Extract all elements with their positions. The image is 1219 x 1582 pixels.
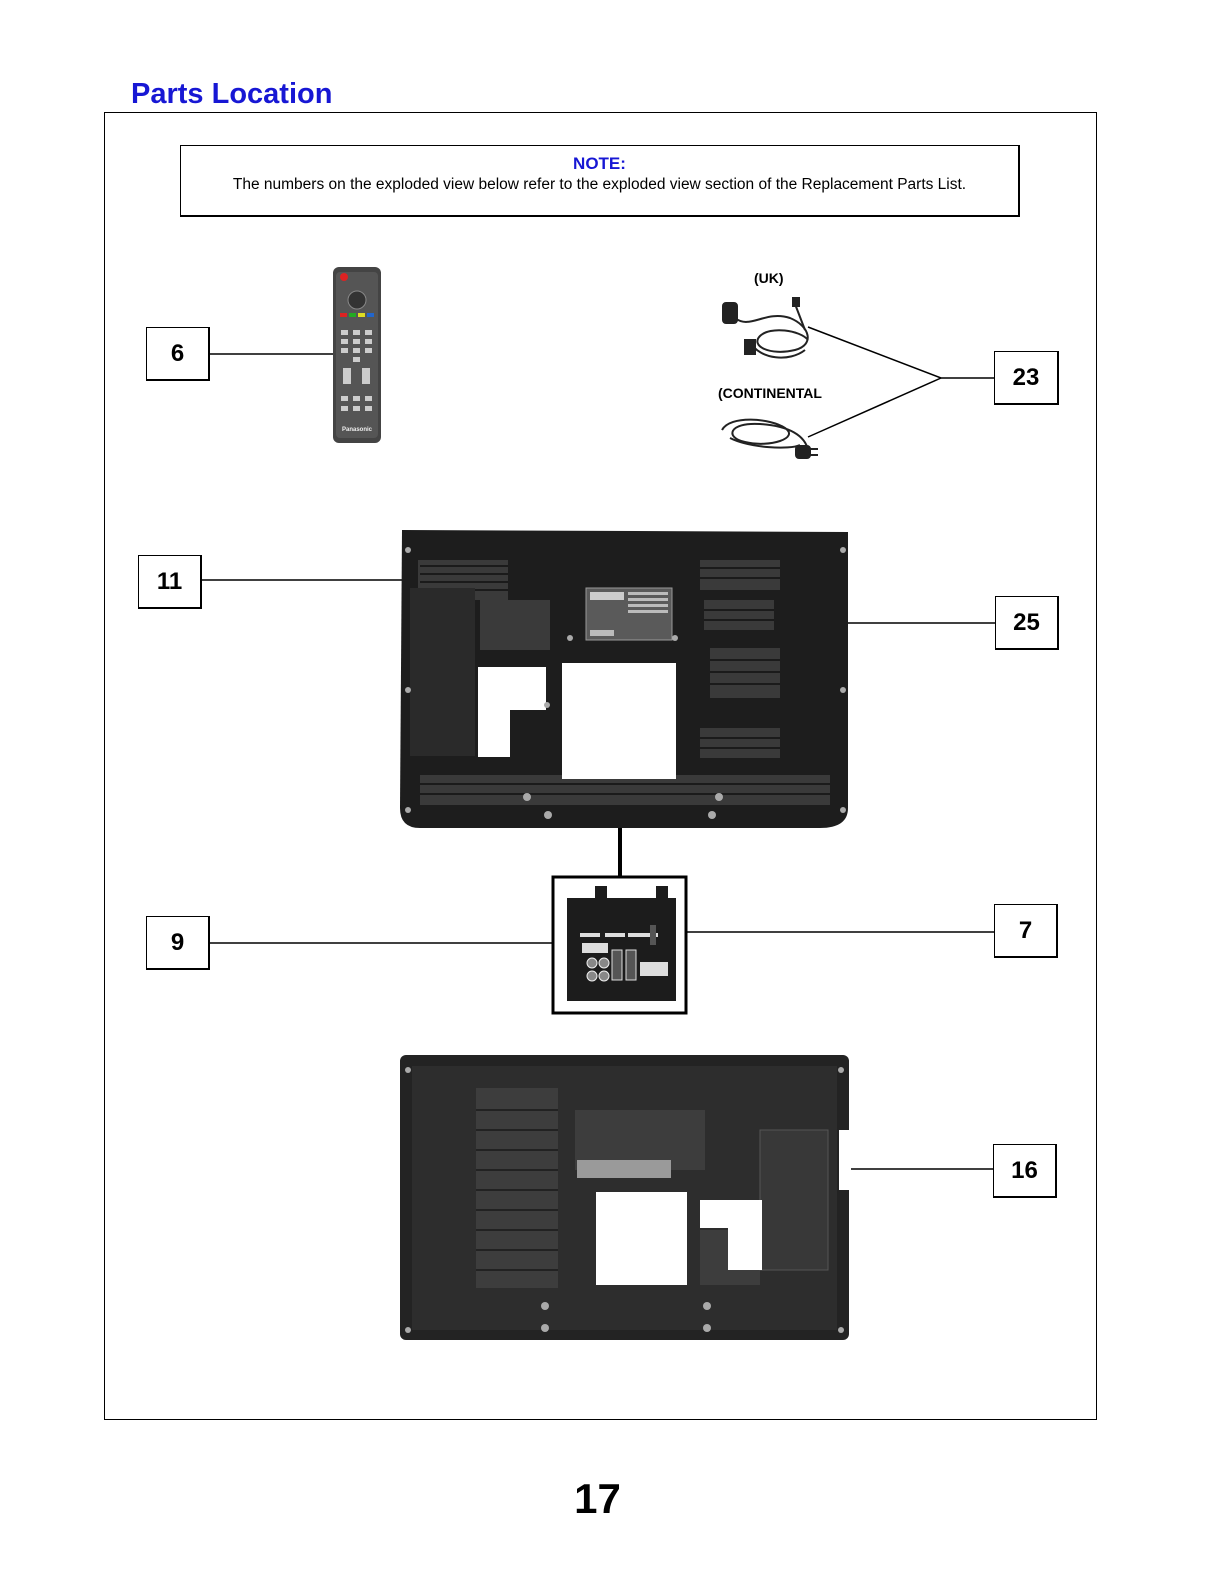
uk-label: (UK) bbox=[754, 270, 784, 286]
callout-16: 16 bbox=[993, 1144, 1057, 1198]
note-body: The numbers on the exploded view below refer to the exploded view section of the Replacement Parts List. bbox=[232, 176, 967, 193]
terminal-board-assembly bbox=[553, 877, 686, 1013]
page-title: Parts Location bbox=[131, 78, 333, 110]
rear-cover bbox=[400, 530, 848, 828]
callout-23: 23 bbox=[994, 351, 1059, 405]
callout-11: 11 bbox=[138, 555, 202, 609]
callout-6: 6 bbox=[146, 327, 210, 381]
remote-brand-text: Panasonic bbox=[341, 427, 373, 433]
callout-9: 9 bbox=[146, 916, 210, 970]
callout-7: 7 bbox=[994, 904, 1058, 958]
mains-lead-continental bbox=[722, 420, 818, 458]
note-title: NOTE: bbox=[573, 154, 626, 173]
mains-lead-uk bbox=[723, 298, 808, 358]
page-number: 17 bbox=[574, 1475, 621, 1522]
remote-control bbox=[333, 267, 381, 443]
callout-25: 25 bbox=[995, 596, 1059, 650]
continental-label: (CONTINENTAL bbox=[718, 385, 822, 401]
cabinet bbox=[400, 1055, 851, 1340]
